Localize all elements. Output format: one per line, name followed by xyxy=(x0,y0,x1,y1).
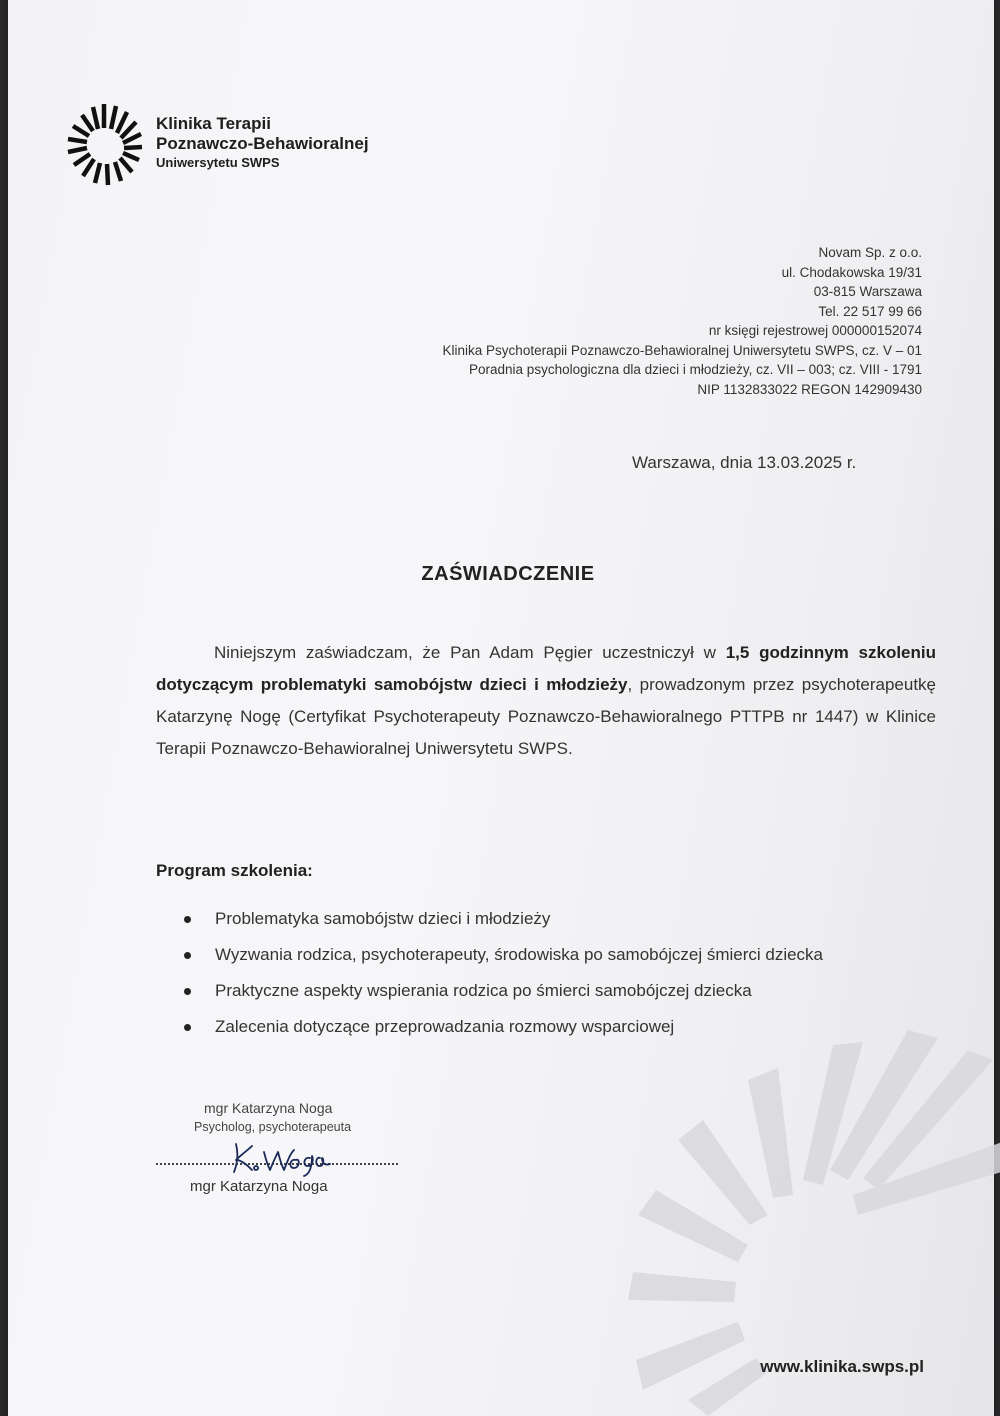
address-line: Poradnia psychologiczna dla dzieci i młodzieży, cz. VII – 003; cz. VIII - 1791 xyxy=(469,362,922,377)
list-item-text: Zalecenia dotyczące przeprowadzania rozmowy wsparciowej xyxy=(215,1017,675,1036)
list-item xyxy=(180,1011,938,1043)
address-line: nr księgi rejestrowej 000000152074 xyxy=(708,323,922,338)
address-line: 03-815 Warszawa xyxy=(813,284,922,299)
address-block xyxy=(443,243,922,399)
body-text-part1: Niniejszym zaświadczam, że Pan Adam Pęgier uczestniczył w xyxy=(214,643,726,662)
clinic-name-line1: Klinika Terapii xyxy=(156,114,271,133)
address-line: ul. Chodakowska 19/31 xyxy=(781,264,922,280)
clinic-name-line3: Uniwersytetu SWPS xyxy=(156,155,280,170)
list-item-text: Problematyka samobójstw dzieci i młodzieży xyxy=(215,909,551,928)
clinic-name-line2: Poznawczo-Behawioralnej xyxy=(156,134,369,153)
list-item-text: Wyzwania rodzica, psychoterapeuty, środowiska po samobójczej śmierci dziecka xyxy=(215,945,824,964)
list-item xyxy=(180,903,938,935)
bullet-icon xyxy=(184,916,191,923)
stamp-name: mgr Katarzyna Noga xyxy=(204,1100,333,1116)
clinic-logo-icon xyxy=(66,102,142,186)
document-date: Warszawa, dnia 13.03.2025 r. xyxy=(632,453,857,472)
clinic-name xyxy=(156,114,369,173)
bullet-icon xyxy=(184,988,191,995)
program-heading: Program szkolenia: xyxy=(156,861,313,880)
list-item xyxy=(180,939,938,971)
address-line: Novam Sp. z o.o. xyxy=(818,245,922,260)
body-text-bold: 1,5 godzinnym szkoleniu dotyczącym problematyki samobójstw dzieci i młodzieży xyxy=(156,643,937,694)
address-line: Tel. 22 517 99 66 xyxy=(818,303,922,319)
document-title: ZAŚWIADCZENIE xyxy=(421,563,595,585)
program-list xyxy=(180,903,938,1047)
handwritten-signature xyxy=(226,1138,336,1178)
bullet-icon xyxy=(184,1024,191,1031)
bullet-icon xyxy=(184,952,191,959)
body-text-part2: , prowadzonym przez psychoterapeutkę Katarzynę Nogę (Certyfikat Psychoterapeuty Poznawczo-Behawioralnego PTTPB nr 1447) w Klinice Terapii Poznawczo-Behawioralnej Uniwersytetu SWPS. xyxy=(156,675,936,758)
document-page xyxy=(8,0,994,1416)
list-item xyxy=(180,975,938,1007)
website-link[interactable]: www.klinika.swps.pl xyxy=(760,1357,924,1376)
signatory-name: mgr Katarzyna Noga xyxy=(190,1178,328,1195)
address-line: Klinika Psychoterapii Poznawczo-Behawioralnej Uniwersytetu SWPS, cz. V – 01 xyxy=(442,342,922,358)
stamp-role: Psycholog, psychoterapeuta xyxy=(194,1120,352,1134)
list-item-text: Praktyczne aspekty wspierania rodzica po śmierci samobójczej dziecka xyxy=(215,981,752,1000)
address-line: NIP 1132833022 REGON 142909430 xyxy=(697,381,922,397)
certificate-body xyxy=(156,637,936,765)
